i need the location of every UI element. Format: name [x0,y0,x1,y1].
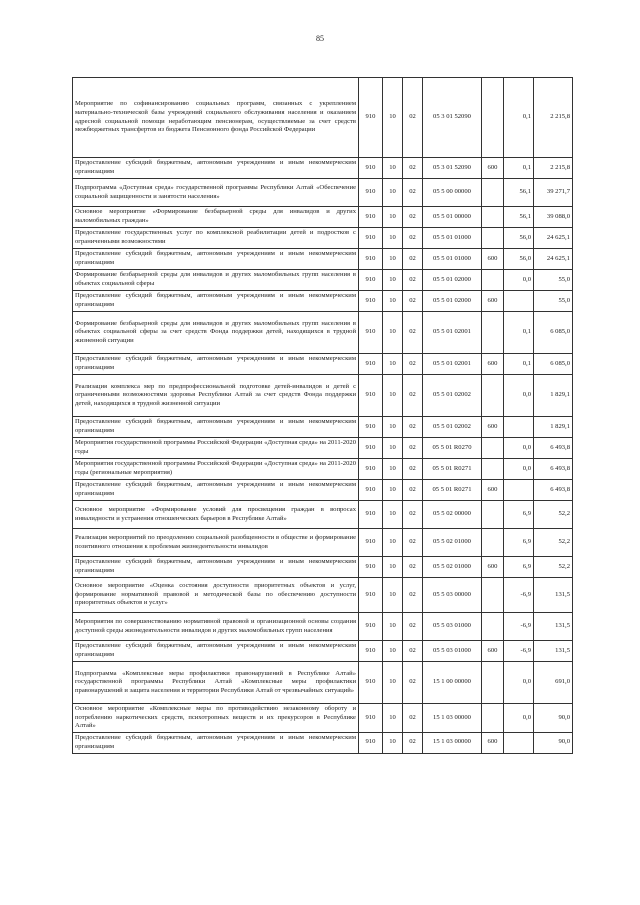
row-description: Реализация мероприятий по преодолению социальной разобщенности в обществе и формирование позитивного отношения к проблемам жизнедеятельности инвалидов [73,529,359,557]
amount-total: 1 829,1 [534,375,573,417]
target-article-code: 05 5 02 01000 [423,557,482,578]
target-article-code: 05 5 01 02001 [423,354,482,375]
section-code: 10 [383,249,403,270]
amount-change [504,417,534,438]
section-code: 10 [383,704,403,733]
subsection-code: 02 [403,312,423,354]
table-row [73,732,573,753]
ministry-code: 910 [359,480,383,501]
target-article-code: 05 5 01 00000 [423,207,482,228]
subsection-code: 02 [403,249,423,270]
amount-total: 6 085,0 [534,312,573,354]
ministry-code: 910 [359,228,383,249]
ministry-code: 910 [359,354,383,375]
amount-total: 55,0 [534,291,573,312]
target-article-code: 05 5 02 01000 [423,529,482,557]
amount-total: 24 625,1 [534,228,573,249]
amount-total: 24 625,1 [534,249,573,270]
section-code: 10 [383,375,403,417]
amount-total: 6 085,0 [534,354,573,375]
section-code: 10 [383,291,403,312]
target-article-code: 05 5 01 02000 [423,291,482,312]
amount-total: 90,0 [534,704,573,733]
table-row [73,480,573,501]
section-code: 10 [383,78,403,158]
amount-change: -6,9 [504,641,534,662]
table-row [73,249,573,270]
amount-change: 56,1 [504,179,534,207]
table-row [73,641,573,662]
row-description: Предоставление государственных услуг по комплексной реабилитации детей и подростков с ограниченными возможностями [73,228,359,249]
row-description: Основное мероприятие «Оценка состояния доступности приоритетных объектов и услуг, формирование нормативной правовой и методической базы по обеспечению доступности приоритетных объектов и услуг» [73,578,359,613]
section-code: 10 [383,732,403,753]
amount-change: -6,9 [504,578,534,613]
row-description: Реализация комплекса мер по предпрофессиональной подготовке детей-инвалидов и детей с ограниченными возможностями здоровья Республики Алтай за счет средств Фонда поддержки детей, находящихся в трудной жизненной ситуации [73,375,359,417]
amount-change: 0,0 [504,459,534,480]
subsection-code: 02 [403,557,423,578]
amount-total: 131,5 [534,641,573,662]
amount-total: 6 493,8 [534,438,573,459]
table-row [73,501,573,529]
table-row [73,312,573,354]
row-description: Предоставление субсидий бюджетным, автономным учреждениям и иным некоммерческим организациям [73,557,359,578]
row-description: Мероприятия государственной программы Российской Федерации «Доступная среда» на 2011-2020 годы [73,438,359,459]
expenditure-type-code [482,375,504,417]
row-description: Основное мероприятие «Формирование безбарьерной среды для инвалидов и других маломобильных граждан» [73,207,359,228]
table-row [73,270,573,291]
subsection-code: 02 [403,704,423,733]
table-row [73,704,573,733]
amount-total: 1 829,1 [534,417,573,438]
section-code: 10 [383,158,403,179]
section-code: 10 [383,312,403,354]
expenditure-type-code [482,501,504,529]
row-description: Подпрограмма «Комплексные меры профилактики правонарушений в Республике Алтай» государственной программы Республики Алтай «Комплексные меры профилактики правонарушений и защита населения и территории Республики Алтай от чрезвычайных ситуаций» [73,662,359,704]
row-description: Формирование безбарьерной среды для инвалидов и других маломобильных групп населения в объектах социальной сферы [73,270,359,291]
amount-change: 6,9 [504,557,534,578]
ministry-code: 910 [359,375,383,417]
budget-table [72,77,573,754]
subsection-code: 02 [403,459,423,480]
ministry-code: 910 [359,732,383,753]
subsection-code: 02 [403,613,423,641]
target-article-code: 05 5 01 R0271 [423,480,482,501]
expenditure-type-code: 600 [482,480,504,501]
amount-change: -6,9 [504,613,534,641]
target-article-code: 15 1 03 00000 [423,732,482,753]
target-article-code: 05 5 01 02002 [423,417,482,438]
amount-change: 0,0 [504,704,534,733]
section-code: 10 [383,459,403,480]
ministry-code: 910 [359,270,383,291]
row-description: Основное мероприятие «Формирование условий для просвещения граждан в вопросах инвалидности и устранения отношенческих барьеров в Республике Алтай» [73,501,359,529]
section-code: 10 [383,557,403,578]
ministry-code: 910 [359,312,383,354]
subsection-code: 02 [403,417,423,438]
target-article-code: 05 5 03 01000 [423,641,482,662]
amount-total: 131,5 [534,613,573,641]
expenditure-type-code [482,529,504,557]
table-row [73,417,573,438]
amount-total: 131,5 [534,578,573,613]
expenditure-type-code [482,312,504,354]
amount-total: 39 271,7 [534,179,573,207]
table-row [73,578,573,613]
expenditure-type-code [482,438,504,459]
amount-change: 0,0 [504,270,534,291]
amount-change: 56,1 [504,207,534,228]
row-description: Мероприятия государственной программы Российской Федерации «Доступная среда» на 2011-2020 годы (региональные мероприятия) [73,459,359,480]
amount-change: 0,0 [504,662,534,704]
ministry-code: 910 [359,704,383,733]
target-article-code: 15 1 00 00000 [423,662,482,704]
subsection-code: 02 [403,270,423,291]
ministry-code: 910 [359,179,383,207]
ministry-code: 910 [359,459,383,480]
table-row [73,613,573,641]
ministry-code: 910 [359,417,383,438]
amount-change: 6,9 [504,501,534,529]
section-code: 10 [383,417,403,438]
expenditure-type-code: 600 [482,417,504,438]
amount-change: 0,1 [504,78,534,158]
section-code: 10 [383,354,403,375]
table-row [73,291,573,312]
table-row [73,662,573,704]
row-description: Мероприятия по совершенствованию нормативной правовой и организационной основы создания доступной среды жизнедеятельности инвалидов и других маломобильных групп населения [73,613,359,641]
ministry-code: 910 [359,207,383,228]
subsection-code: 02 [403,207,423,228]
amount-total: 6 493,8 [534,480,573,501]
target-article-code: 05 5 01 02001 [423,312,482,354]
table-row [73,438,573,459]
expenditure-type-code [482,179,504,207]
amount-change: 6,9 [504,529,534,557]
table-row [73,529,573,557]
amount-change: 0,0 [504,438,534,459]
amount-total: 39 088,0 [534,207,573,228]
expenditure-type-code: 600 [482,354,504,375]
row-description: Предоставление субсидий бюджетным, автономным учреждениям и иным некоммерческим организациям [73,291,359,312]
section-code: 10 [383,270,403,291]
expenditure-type-code: 600 [482,249,504,270]
table-row [73,78,573,158]
amount-change [504,480,534,501]
amount-change: 56,0 [504,228,534,249]
row-description: Предоставление субсидий бюджетным, автономным учреждениям и иным некоммерческим организациям [73,158,359,179]
subsection-code: 02 [403,291,423,312]
expenditure-type-code [482,270,504,291]
target-article-code: 05 5 01 01000 [423,249,482,270]
target-article-code: 05 3 01 52090 [423,158,482,179]
section-code: 10 [383,501,403,529]
target-article-code: 05 5 03 00000 [423,578,482,613]
target-article-code: 05 5 02 00000 [423,501,482,529]
ministry-code: 910 [359,501,383,529]
amount-total: 6 493,8 [534,459,573,480]
ministry-code: 910 [359,438,383,459]
expenditure-type-code: 600 [482,557,504,578]
amount-change: 0,1 [504,354,534,375]
ministry-code: 910 [359,529,383,557]
row-description: Формирование безбарьерной среды для инвалидов и других маломобильных групп населения в объектах социальной сферы за счет средств Фонда поддержки детей, находящихся в трудной жизненной ситуации [73,312,359,354]
subsection-code: 02 [403,501,423,529]
ministry-code: 910 [359,613,383,641]
ministry-code: 910 [359,557,383,578]
subsection-code: 02 [403,662,423,704]
subsection-code: 02 [403,179,423,207]
target-article-code: 05 5 01 02002 [423,375,482,417]
table-row [73,557,573,578]
target-article-code: 05 5 00 00000 [423,179,482,207]
table-row [73,207,573,228]
subsection-code: 02 [403,375,423,417]
section-code: 10 [383,207,403,228]
row-description: Предоставление субсидий бюджетным, автономным учреждениям и иным некоммерческим организациям [73,417,359,438]
table-row [73,158,573,179]
subsection-code: 02 [403,480,423,501]
table-row [73,228,573,249]
amount-total: 52,2 [534,501,573,529]
target-article-code: 05 5 01 R0270 [423,438,482,459]
subsection-code: 02 [403,641,423,662]
table-row [73,459,573,480]
subsection-code: 02 [403,529,423,557]
row-description: Мероприятие по софинансированию социальных программ, связанных с укреплением материально-технической базы учреждений социального обслуживания населения и оказанием адресной социальной помощи неработающим пенсионерам, осуществляемые за счет средств межбюджетных трансфертов из бюджета Пенсионного фонда Российской Федерации [73,78,359,158]
target-article-code: 05 5 01 02000 [423,270,482,291]
table-row [73,179,573,207]
expenditure-type-code: 600 [482,291,504,312]
subsection-code: 02 [403,578,423,613]
expenditure-type-code: 600 [482,641,504,662]
expenditure-type-code [482,578,504,613]
section-code: 10 [383,613,403,641]
amount-total: 691,0 [534,662,573,704]
row-description: Предоставление субсидий бюджетным, автономным учреждениям и иным некоммерческим организациям [73,732,359,753]
section-code: 10 [383,641,403,662]
expenditure-type-code [482,228,504,249]
table-row [73,354,573,375]
ministry-code: 910 [359,78,383,158]
subsection-code: 02 [403,78,423,158]
ministry-code: 910 [359,249,383,270]
section-code: 10 [383,480,403,501]
subsection-code: 02 [403,228,423,249]
expenditure-type-code: 600 [482,158,504,179]
expenditure-type-code [482,207,504,228]
amount-change: 56,0 [504,249,534,270]
amount-total: 52,2 [534,529,573,557]
amount-change: 0,0 [504,375,534,417]
row-description: Основное мероприятие «Комплексные меры по противодействию незаконному обороту и потреблению наркотических средств, психотропных веществ и их прекурсоров в Республике Алтай» [73,704,359,733]
subsection-code: 02 [403,438,423,459]
target-article-code: 05 3 01 52090 [423,78,482,158]
row-description: Предоставление субсидий бюджетным, автономным учреждениям и иным некоммерческим организациям [73,354,359,375]
ministry-code: 910 [359,578,383,613]
amount-total: 55,0 [534,270,573,291]
target-article-code: 05 5 01 01000 [423,228,482,249]
target-article-code: 05 5 03 01000 [423,613,482,641]
target-article-code: 15 1 03 00000 [423,704,482,733]
row-description: Подпрограмма «Доступная среда» государственной программы Республики Алтай «Обеспечение социальной защищенности и занятости населения» [73,179,359,207]
expenditure-type-code [482,704,504,733]
subsection-code: 02 [403,354,423,375]
row-description: Предоставление субсидий бюджетным, автономным учреждениям и иным некоммерческим организациям [73,249,359,270]
section-code: 10 [383,438,403,459]
target-article-code: 05 5 01 R0271 [423,459,482,480]
section-code: 10 [383,578,403,613]
ministry-code: 910 [359,641,383,662]
amount-change [504,291,534,312]
subsection-code: 02 [403,158,423,179]
row-description: Предоставление субсидий бюджетным, автономным учреждениям и иным некоммерческим организациям [73,641,359,662]
amount-total: 2 215,8 [534,158,573,179]
ministry-code: 910 [359,662,383,704]
expenditure-type-code: 600 [482,732,504,753]
section-code: 10 [383,179,403,207]
amount-total: 2 215,8 [534,78,573,158]
page-number: 85 [316,34,324,43]
section-code: 10 [383,662,403,704]
section-code: 10 [383,529,403,557]
expenditure-type-code [482,459,504,480]
ministry-code: 910 [359,291,383,312]
amount-change: 0,1 [504,312,534,354]
table-row [73,375,573,417]
subsection-code: 02 [403,732,423,753]
expenditure-type-code [482,613,504,641]
expenditure-type-code [482,78,504,158]
row-description: Предоставление субсидий бюджетным, автономным учреждениям и иным некоммерческим организациям [73,480,359,501]
amount-total: 90,0 [534,732,573,753]
amount-total: 52,2 [534,557,573,578]
expenditure-type-code [482,662,504,704]
section-code: 10 [383,228,403,249]
amount-change: 0,1 [504,158,534,179]
ministry-code: 910 [359,158,383,179]
amount-change [504,732,534,753]
